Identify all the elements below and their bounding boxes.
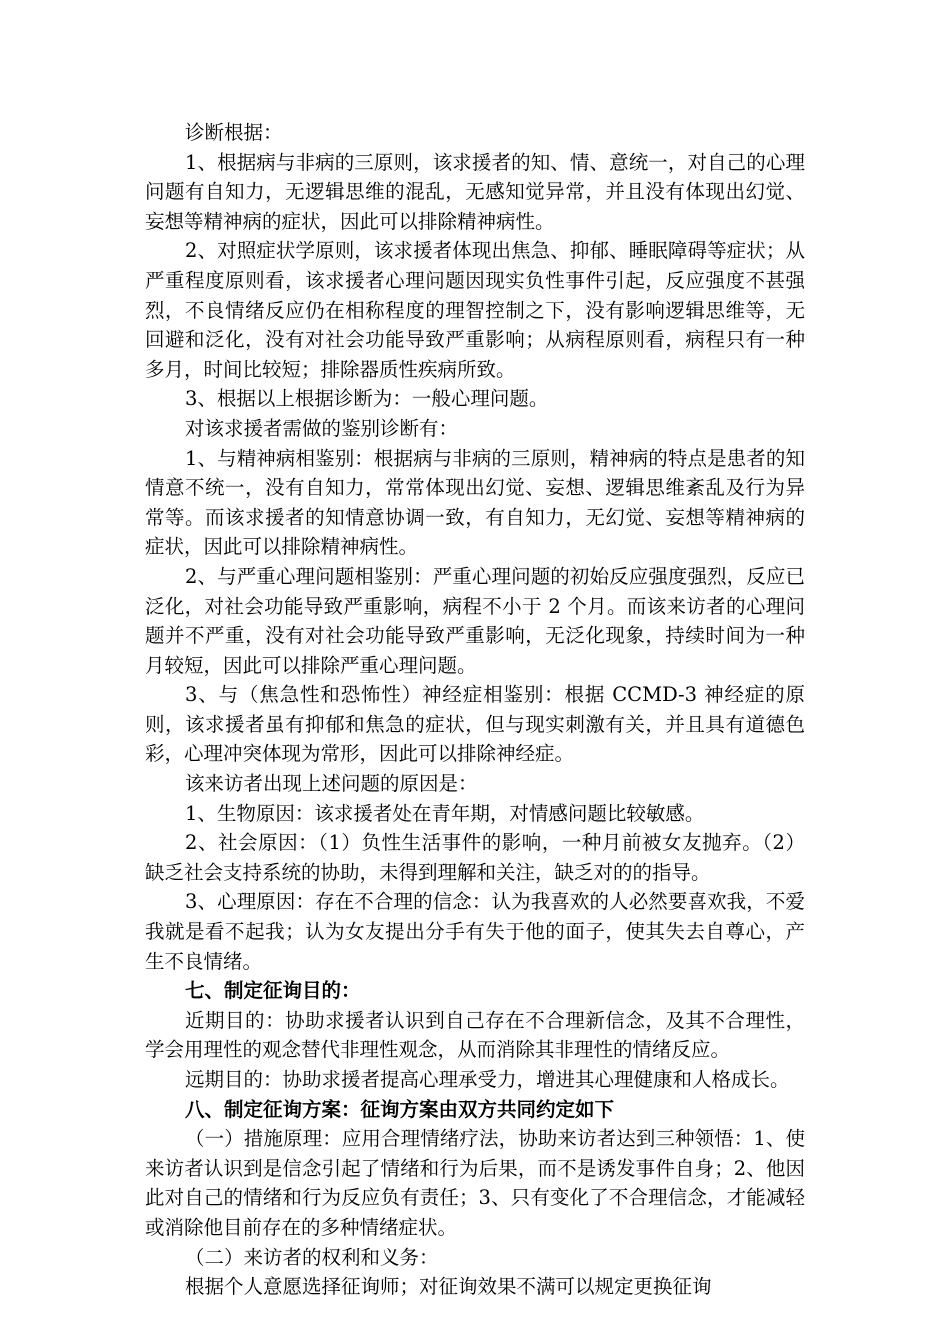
paragraph-differential-heading: 对该求援者需做的鉴别诊断有： — [185, 416, 459, 440]
paragraph-diagnosis-basis-1: 1、根据病与非病的三原则，该求援者的知、情、意统一，对自己的心理问题有自知力，无逻辑思维的混乱，无感知觉异常，并且没有体现出幻觉、妄想等精神病的症状，因此可以排除精神病性。 — [145, 150, 805, 233]
section-heading-goals: 七、制定征询目的： — [185, 979, 361, 1003]
paragraph-long-term-goal: 远期目的：协助求援者提高心理承受力，增进其心理健康和人格成长。 — [185, 1068, 790, 1091]
paragraph-diagnosis-basis-2: 2、对照症状学原则，该求援者体现出焦急、抑郁、睡眠障碍等症状；从严重程度原则看，该求援者心理问题因现实负性事件引起，反应强度不甚强烈，不良情绪反应仍在相称程度的理智控制之下，没有影响逻辑思维等，无回避和泛化，没有对社会功能导致严重影响；从病程原则看，病程只有一种多月，时间比较短；排除器质性疾病所致。 — [145, 239, 805, 381]
paragraph-differential-2: 2、与严重心理问题相鉴别：严重心理问题的初始反应强度强烈，反应已泛化，对社会功能导致严重影响，病程不小于 2 个月。而该来访者的心理问题并不严重，没有对社会功能导致严重影响，无泛化现象，持续时间为一种月较短，因此可以排除严重心理问题。 — [145, 564, 805, 677]
paragraph-diagnosis-basis-3: 3、根据以上根据诊断为：一般心理问题。 — [185, 387, 549, 411]
paragraph-differential-3: 3、与（焦急性和恐怖性）神经症相鉴别：根据 CCMD-3 神经症的原则，该求援者虽有抑郁和焦急的症状，但与现实刺激有关，并且具有道德色彩，心理冲突体现为常形，因此可以排除神经症。 — [145, 683, 805, 766]
paragraph-cause-psychological: 3、心理原因：存在不合理的信念：认为我喜欢的人必然要喜欢我，不爱我就是看不起我；认为女友提出分手有失于他的面子，使其失去自尊心，产生不良情绪。 — [145, 890, 805, 973]
paragraph-method-principle: （一）措施原理：应用合理情绪疗法，协助来访者达到三种领悟：1、使来访者认识到是信念引起了情绪和行为后果，而不是诱发事件自身；2、他因此对自己的情绪和行为反应负有责任；3、只有变化了不合理信念，才能减轻或消除他目前存在的多种情绪症状。 — [145, 1127, 805, 1239]
paragraph-differential-1: 1、与精神病相鉴别：根据病与非病的三原则，精神病的特点是患者的知情意不统一，没有自知力，常常体现出幻觉、妄想、逻辑思维紊乱及行为异常等。而该求援者的知情意协调一致，有自知力，无幻觉、妄想等精神病的症状，因此可以排除精神病性。 — [145, 446, 805, 559]
paragraph-causes-heading: 该来访者出现上述问题的原因是： — [185, 772, 478, 796]
paragraph-cause-social: 2、社会原因：（1）负性生活事件的影响，一种月前被女友抛弃。（2）缺乏社会支持系统的协助，未得到理解和关注，缺乏对的的指导。 — [145, 831, 805, 884]
paragraph-rights-text: 根据个人意愿选择征询师；对征询效果不满可以规定更换征询 — [185, 1275, 712, 1299]
paragraph-cause-biological: 1、生物原因：该求援者处在青年期，对情感问题比较敏感。 — [185, 801, 705, 825]
paragraph-short-term-goal: 近期目的：协助求援者认识到自己存在不合理新信念，及其不合理性，学会用理性的观念替代非理性观念，从而消除其非理性的情绪反应。 — [145, 1008, 805, 1062]
paragraph-diagnosis-basis-heading: 诊断根据： — [185, 121, 283, 144]
section-heading-plan: 八、制定征询方案：征询方案由双方共同约定如下 — [185, 1097, 615, 1121]
paragraph-rights-heading: （二）来访者的权利和义务： — [185, 1245, 439, 1269]
document-page — [145, 118, 805, 1302]
